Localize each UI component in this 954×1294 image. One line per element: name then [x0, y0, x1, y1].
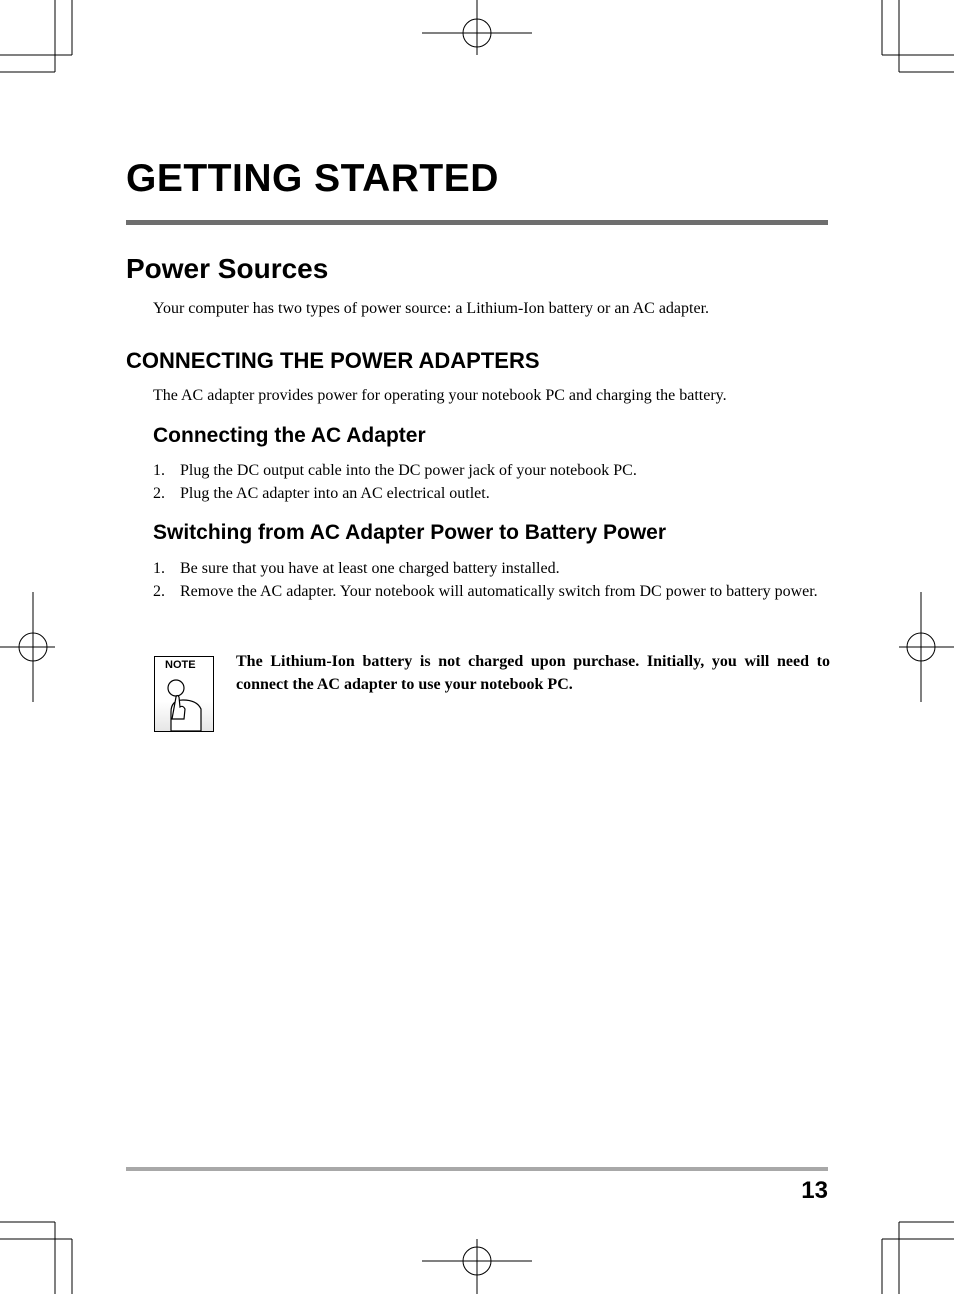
connecting-steps [153, 459, 829, 505]
chapter-title: GETTING STARTED [126, 157, 499, 200]
connecting-title: Connecting the AC Adapter [153, 424, 426, 447]
subsection-title: CONNECTING THE POWER ADAPTERS [126, 348, 540, 373]
list-item [153, 459, 829, 482]
section-title: Power Sources [126, 253, 329, 284]
list-item [153, 557, 829, 580]
step-text: Be sure that you have at least one charged battery installed. [180, 560, 560, 577]
chapter-title-rule [126, 220, 828, 225]
list-item [153, 580, 829, 603]
note-box [154, 656, 214, 732]
subsection-intro: The AC adapter provides power for operating your notebook PC and charging the battery. [153, 387, 727, 404]
step-number: 1. [153, 462, 165, 479]
step-text: Remove the AC adapter. Your notebook will automatically switch from DC power to battery power. [180, 583, 818, 600]
note-text: The Lithium-Ion battery is not charged upon purchase. Initially, you will need to connect the AC adapter to use your notebook PC. [236, 653, 830, 693]
note-label: NOTE [165, 659, 196, 671]
step-text: Plug the AC adapter into an AC electrical outlet. [180, 485, 490, 502]
page-number: 13 [801, 1177, 828, 1204]
step-number: 2. [153, 583, 165, 600]
step-number: 2. [153, 485, 165, 502]
switching-title: Switching from AC Adapter Power to Battery Power [153, 521, 667, 544]
section-intro: Your computer has two types of power source: a Lithium-Ion battery or an AC adapter. [153, 300, 710, 317]
footer-rule [126, 1167, 828, 1171]
note-person-icon [155, 657, 213, 731]
switching-steps [153, 557, 829, 603]
step-text: Plug the DC output cable into the DC power jack of your notebook PC. [180, 462, 637, 479]
step-number: 1. [153, 560, 165, 577]
list-item [153, 482, 829, 505]
